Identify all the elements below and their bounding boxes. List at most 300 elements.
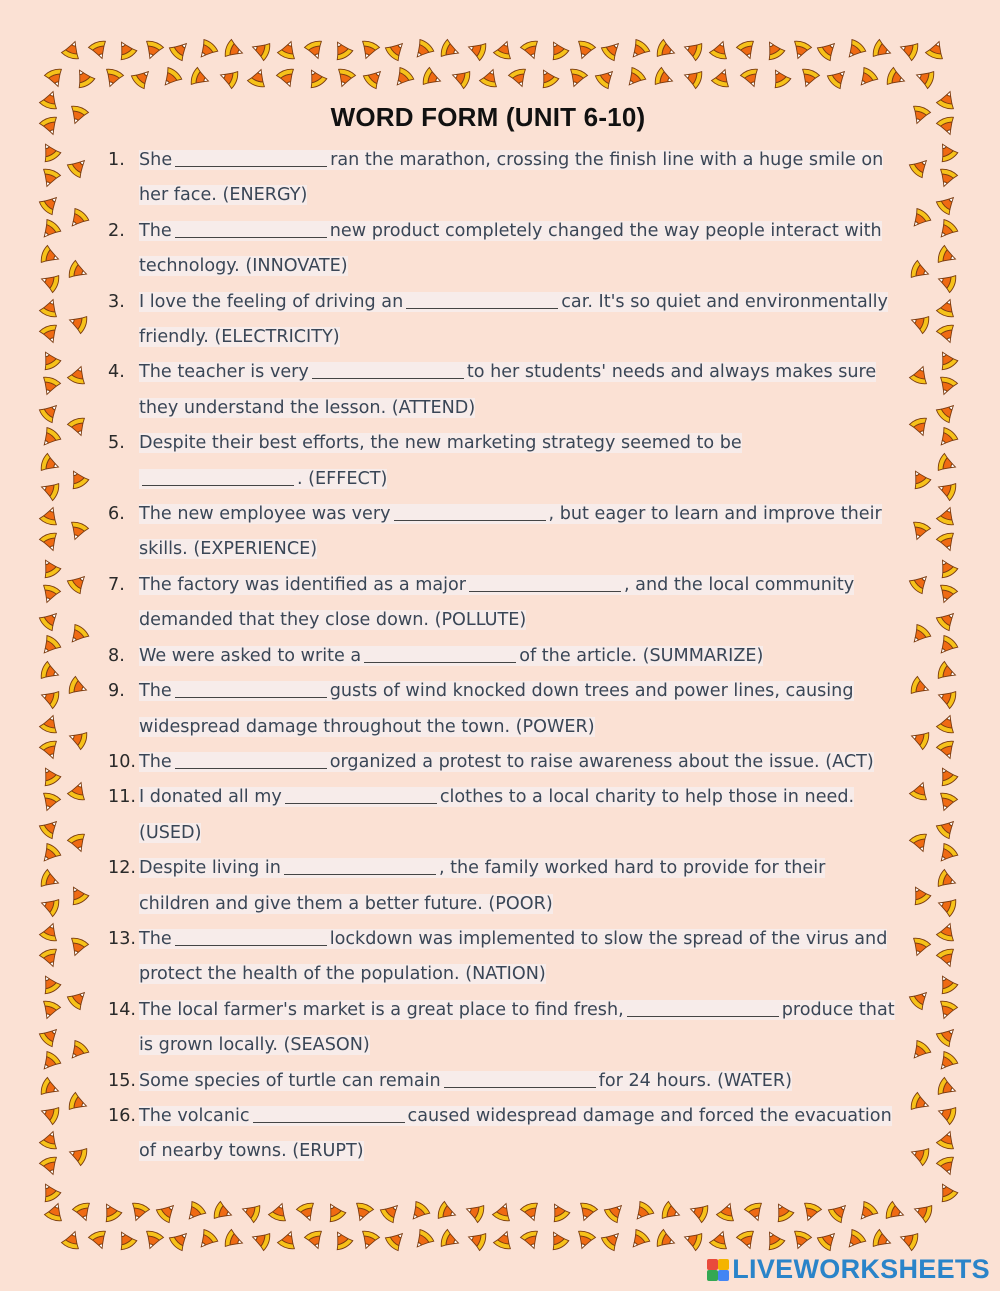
candy-corn-icon — [827, 1199, 852, 1224]
candy-corn-icon — [37, 1050, 62, 1075]
candy-corn-icon — [217, 66, 239, 89]
question-text-after: caused widespread damage and forced the evacuation of nearby towns. (ERUPT) — [139, 1105, 892, 1162]
candy-corn-icon — [223, 39, 245, 62]
candy-corn-icon — [357, 39, 380, 61]
candy-corn-icon — [936, 661, 958, 684]
candy-corn-icon — [935, 191, 960, 216]
question-text — [139, 858, 825, 913]
answer-blank[interactable] — [142, 465, 294, 486]
candy-corn-icon — [436, 1201, 458, 1224]
candy-corn-icon — [573, 1229, 596, 1251]
answer-blank[interactable] — [444, 1067, 596, 1088]
question-item — [108, 1064, 898, 1099]
question-text-after: for 24 hours. (WATER) — [598, 1070, 792, 1091]
candy-corn-icon — [936, 739, 959, 761]
question-item — [108, 426, 898, 497]
candy-corn-icon — [626, 1228, 651, 1253]
candy-corn-icon — [622, 66, 647, 91]
candy-corn-icon — [934, 1050, 959, 1075]
candy-corn-icon — [740, 67, 763, 89]
question-text-before: The new employee was very — [139, 504, 391, 525]
candy-corn-icon — [935, 478, 957, 501]
candy-corn-icon — [936, 1155, 959, 1177]
candy-corn-icon — [909, 363, 932, 385]
logo-text: LIVEWORKSHEETS — [732, 1254, 990, 1284]
candy-corn-icon — [493, 38, 516, 60]
candy-corn-icon — [935, 556, 959, 580]
candy-corn-icon — [465, 1228, 487, 1251]
liveworksheets-logo — [707, 1254, 990, 1285]
candy-corn-icon — [249, 38, 271, 61]
candy-corn-icon — [935, 972, 959, 996]
question-number: 16. — [108, 1105, 136, 1126]
candy-corn-icon — [716, 1200, 739, 1222]
candy-corn-icon — [908, 570, 933, 595]
candy-corn-icon — [114, 1228, 138, 1252]
candy-corn-icon — [762, 38, 786, 62]
candy-corn-icon — [66, 727, 88, 750]
question-item — [108, 143, 898, 214]
question-text — [139, 150, 883, 205]
candy-corn-icon — [88, 1229, 111, 1251]
candy-corn-icon — [39, 1077, 61, 1100]
candy-corn-icon — [61, 1228, 84, 1250]
candy-corn-icon — [277, 38, 300, 60]
question-text-before: She — [139, 150, 173, 170]
candy-corn-icon — [909, 832, 932, 854]
candy-corn-icon — [39, 947, 62, 969]
question-text-before: The — [139, 928, 172, 949]
candy-corn-icon — [351, 1201, 374, 1223]
candy-corn-icon — [626, 38, 651, 63]
question-text-after: . (EFFECT) — [297, 468, 388, 489]
candy-corn-icon — [39, 323, 62, 345]
candy-corn-icon — [439, 39, 461, 62]
question-text-after: of the article. (SUMMARIZE) — [519, 645, 764, 666]
candy-corn-icon — [38, 791, 61, 813]
candy-corn-icon — [897, 1228, 919, 1251]
question-number: 1. — [108, 150, 125, 170]
question-text — [139, 575, 854, 630]
candy-corn-icon — [247, 66, 270, 88]
candy-corn-icon — [168, 1227, 193, 1252]
question-text-before: The local farmer's market is a great place to find fresh, — [139, 999, 624, 1020]
candy-corn-icon — [736, 1229, 759, 1251]
candy-corn-icon — [842, 1228, 867, 1253]
candy-corn-icon — [935, 1102, 957, 1125]
candy-corn-icon — [99, 1200, 123, 1224]
candy-corn-icon — [38, 556, 62, 580]
answer-blank[interactable] — [175, 677, 327, 698]
candy-corn-icon — [66, 883, 90, 907]
candy-corn-icon — [897, 38, 919, 61]
candy-corn-icon — [39, 1128, 62, 1150]
candy-corn-icon — [493, 1228, 516, 1250]
candy-corn-icon — [127, 1201, 150, 1223]
candy-corn-icon — [39, 504, 62, 526]
candy-corn-icon — [871, 39, 893, 62]
candy-corn-icon — [736, 39, 759, 61]
candy-corn-icon — [212, 1201, 234, 1224]
candy-corn-icon — [771, 1200, 795, 1224]
candy-corn-icon — [333, 67, 356, 89]
question-number: 8. — [108, 645, 125, 666]
question-number: 14. — [108, 999, 136, 1020]
candy-corn-icon — [909, 779, 932, 801]
answer-blank[interactable] — [364, 642, 516, 663]
candy-corn-icon — [935, 399, 960, 424]
candy-corn-icon — [37, 218, 62, 243]
candy-corn-icon — [357, 1229, 380, 1251]
candy-corn-icon — [935, 686, 957, 709]
question-item — [108, 1099, 898, 1170]
candy-corn-icon — [936, 504, 959, 526]
candy-corn-icon — [936, 712, 959, 734]
logo-mark-icon — [707, 1259, 729, 1281]
candy-corn-icon — [65, 623, 90, 648]
candy-corn-icon — [907, 1039, 932, 1064]
question-text-before: The — [139, 681, 172, 702]
candy-corn-icon — [39, 739, 62, 761]
candy-corn-icon — [66, 570, 91, 595]
candy-corn-icon — [38, 270, 60, 293]
candy-corn-icon — [842, 38, 867, 63]
question-text-after: , but eager to learn and improve their skills. (EXPERIENCE) — [139, 504, 882, 560]
question-text-before: Despite their best efforts, the new marketing strategy seemed to be — [139, 433, 742, 454]
candy-corn-icon — [304, 1229, 327, 1251]
candy-corn-icon — [936, 1128, 959, 1150]
question-item — [108, 639, 898, 674]
candy-corn-icon — [38, 972, 62, 996]
candy-corn-icon — [935, 607, 960, 632]
candy-corn-icon — [463, 1200, 485, 1223]
candy-corn-icon — [410, 38, 435, 63]
candy-corn-icon — [911, 1200, 933, 1223]
candy-corn-icon — [547, 1200, 571, 1224]
candy-corn-icon — [66, 520, 89, 542]
answer-blank[interactable] — [285, 783, 437, 804]
question-number: 5. — [108, 433, 125, 454]
answer-blank[interactable] — [469, 571, 621, 592]
question-text-before: We were asked to write a — [139, 645, 362, 666]
question-text — [139, 292, 888, 347]
candy-corn-icon — [925, 38, 948, 60]
candy-corn-icon — [909, 1092, 931, 1115]
candy-corn-icon — [908, 1143, 930, 1166]
candy-corn-icon — [249, 1228, 271, 1251]
candy-corn-icon — [854, 66, 879, 91]
answer-blank[interactable] — [175, 217, 327, 238]
candy-corn-icon — [909, 416, 932, 438]
candy-corn-icon — [789, 39, 812, 61]
candy-corn-icon — [38, 894, 60, 917]
question-text-before: The factory was identified as a major — [139, 574, 466, 595]
question-text-after: new product completely changed the way people interact with technology. (INNOVATE) — [139, 220, 882, 277]
answer-blank[interactable] — [175, 925, 327, 946]
candy-corn-icon — [909, 260, 931, 283]
candy-corn-icon — [935, 815, 960, 840]
candy-corn-icon — [908, 883, 932, 907]
question-text-after: lockdown was implemented to slow the spread of the virus and protect the health of the population. (NATION) — [139, 928, 888, 985]
candy-corn-icon — [660, 1201, 682, 1224]
question-text-before: I donated all my — [139, 787, 282, 808]
question-text — [139, 787, 854, 842]
candy-corn-icon — [72, 1201, 95, 1223]
candy-corn-icon — [38, 348, 62, 372]
question-text-after: , the family worked hard to provide for their children and give them a better future. (POOR) — [139, 858, 826, 914]
answer-blank[interactable] — [175, 146, 327, 167]
answer-blank[interactable] — [627, 996, 779, 1017]
candy-corn-icon — [37, 426, 62, 451]
candy-corn-icon — [653, 67, 675, 90]
candy-corn-icon — [816, 37, 841, 62]
candy-corn-icon — [935, 1180, 959, 1204]
candy-corn-icon — [935, 348, 959, 372]
question-number: 6. — [108, 504, 125, 525]
candy-corn-icon — [884, 1201, 906, 1224]
candy-corn-icon — [573, 39, 596, 61]
candy-corn-icon — [854, 1200, 879, 1225]
answer-blank[interactable] — [284, 854, 436, 875]
candy-corn-icon — [39, 869, 61, 892]
candy-corn-icon — [38, 583, 61, 605]
question-text-after: clothes to a local charity to help those in need. (USED) — [139, 787, 855, 843]
candy-corn-icon — [655, 1229, 677, 1252]
candy-corn-icon — [935, 140, 959, 164]
candy-corn-icon — [38, 399, 63, 424]
candy-corn-icon — [44, 67, 67, 89]
candy-corn-icon — [323, 1200, 347, 1224]
candy-corn-icon — [39, 245, 61, 268]
candy-corn-icon — [655, 39, 677, 62]
candy-corn-icon — [936, 453, 958, 476]
question-text-after: ran the marathon, crossing the finish line with a huge smile on her face. (ENERGY) — [139, 150, 884, 206]
candy-corn-icon — [67, 363, 90, 385]
question-item — [108, 214, 898, 285]
candy-corn-icon — [603, 1199, 628, 1224]
candy-corn-icon — [935, 583, 958, 605]
candy-corn-icon — [65, 207, 90, 232]
candy-corn-icon — [276, 67, 299, 89]
candy-corn-icon — [38, 191, 63, 216]
candy-corn-icon — [816, 1227, 841, 1252]
candy-corn-icon — [304, 66, 328, 90]
candy-corn-icon — [38, 999, 61, 1021]
candy-corn-icon — [935, 999, 958, 1021]
question-number: 2. — [108, 220, 125, 241]
candy-corn-icon — [39, 531, 62, 553]
candy-corn-icon — [268, 1200, 291, 1222]
candy-corn-icon — [908, 936, 931, 958]
candy-corn-icon — [936, 531, 959, 553]
candy-corn-icon — [681, 1228, 703, 1251]
candy-corn-icon — [744, 1201, 767, 1223]
question-text-after: , and the local community demanded that they close down. (POLLUTE) — [139, 574, 855, 631]
answer-blank[interactable] — [175, 748, 327, 769]
candy-corn-icon — [594, 65, 619, 90]
candy-corn-icon — [38, 1102, 60, 1125]
question-text-after: to her students' needs and always makes sure they understand the lesson. (ATTEND) — [139, 362, 877, 418]
question-number: 12. — [108, 858, 136, 879]
candy-corn-icon — [141, 39, 164, 61]
question-number: 3. — [108, 291, 125, 312]
candy-corn-icon — [39, 296, 62, 318]
answer-blank[interactable] — [253, 1102, 405, 1123]
candy-corn-icon — [182, 1200, 207, 1225]
candy-corn-icon — [384, 37, 409, 62]
candy-corn-icon — [907, 623, 932, 648]
candy-corn-icon — [936, 920, 959, 942]
question-number: 13. — [108, 928, 136, 949]
candy-corn-icon — [66, 154, 91, 179]
candy-corn-icon — [935, 167, 958, 189]
candy-corn-icon — [907, 207, 932, 232]
candy-corn-icon — [38, 478, 60, 501]
candy-corn-icon — [330, 1228, 354, 1252]
question-text-before: Despite living in — [139, 858, 281, 879]
candy-corn-icon — [38, 375, 61, 397]
candy-corn-icon — [66, 936, 89, 958]
candy-corn-icon — [449, 66, 471, 89]
candy-corn-icon — [66, 311, 88, 334]
question-text — [139, 752, 874, 772]
candy-corn-icon — [39, 920, 62, 942]
candy-corn-icon — [141, 1229, 164, 1251]
question-list — [108, 143, 898, 1170]
candy-corn-icon — [362, 65, 387, 90]
candy-corn-icon — [871, 1229, 893, 1252]
candy-corn-icon — [194, 38, 219, 63]
question-text-before: I love the feeling of driving an — [139, 291, 404, 312]
candy-corn-icon — [39, 661, 61, 684]
candy-corn-icon — [390, 66, 415, 91]
question-item — [108, 780, 898, 851]
candy-corn-icon — [66, 986, 91, 1011]
candy-corn-icon — [934, 218, 959, 243]
candy-corn-icon — [935, 894, 957, 917]
candy-corn-icon — [61, 38, 84, 60]
candy-corn-icon — [935, 791, 958, 813]
candy-corn-icon — [439, 1229, 461, 1252]
candy-corn-icon — [239, 1200, 261, 1223]
candy-corn-icon — [575, 1201, 598, 1223]
candy-corn-icon — [789, 1229, 812, 1251]
candy-corn-icon — [936, 296, 959, 318]
candy-corn-icon — [39, 453, 61, 476]
candy-corn-icon — [936, 323, 959, 345]
candy-corn-icon — [565, 67, 588, 89]
candy-corn-icon — [155, 1199, 180, 1224]
candy-corn-icon — [384, 1227, 409, 1252]
question-text — [139, 221, 882, 276]
candy-corn-icon — [72, 66, 96, 90]
page-title: WORD FORM (UNIT 6-10) — [330, 102, 646, 132]
answer-blank[interactable] — [406, 288, 558, 309]
candy-corn-icon — [936, 947, 959, 969]
candy-corn-icon — [65, 1039, 90, 1064]
candy-corn-icon — [908, 154, 933, 179]
question-number: 9. — [108, 681, 125, 702]
candy-corn-icon — [492, 1200, 515, 1222]
question-item — [108, 674, 898, 745]
candy-corn-icon — [277, 1228, 300, 1250]
candy-corn-icon — [330, 38, 354, 62]
candy-corn-icon — [797, 67, 820, 89]
candy-corn-icon — [681, 38, 703, 61]
candy-corn-icon — [38, 686, 60, 709]
candy-corn-icon — [38, 1180, 62, 1204]
candy-corn-icon — [44, 1200, 67, 1222]
candy-corn-icon — [67, 779, 90, 801]
candy-corn-icon — [913, 66, 935, 89]
question-number: 11. — [108, 787, 136, 808]
candy-corn-icon — [296, 1201, 319, 1223]
candy-corn-icon — [508, 67, 531, 89]
candy-corn-icon — [38, 1023, 63, 1048]
candy-corn-icon — [934, 426, 959, 451]
candy-corn-icon — [546, 38, 570, 62]
question-item — [108, 497, 898, 568]
candy-corn-icon — [520, 1201, 543, 1223]
candy-corn-icon — [66, 1143, 88, 1166]
question-text — [139, 681, 854, 736]
candy-corn-icon — [38, 815, 63, 840]
candy-corn-icon — [768, 66, 792, 90]
candy-corn-icon — [546, 1228, 570, 1252]
candy-corn-icon — [67, 1092, 89, 1115]
question-number: 15. — [108, 1070, 136, 1091]
answer-blank[interactable] — [394, 500, 546, 521]
candy-corn-icon — [67, 260, 89, 283]
question-text — [139, 1071, 792, 1091]
candy-corn-icon — [936, 869, 958, 892]
question-text-before: The teacher is very — [139, 362, 309, 383]
candy-corn-icon — [479, 66, 502, 88]
candy-corn-icon — [936, 1077, 958, 1100]
candy-corn-icon — [38, 140, 62, 164]
candy-corn-icon — [37, 634, 62, 659]
candy-corn-icon — [130, 65, 155, 90]
candy-corn-icon — [223, 1229, 245, 1252]
candy-corn-icon — [379, 1199, 404, 1224]
question-text-after: gusts of wind knocked down trees and power lines, causing widespread damage throughout the town. (POWER) — [139, 681, 854, 737]
candy-corn-icon — [88, 39, 111, 61]
question-text-before: Some species of turtle can remain — [139, 1070, 441, 1091]
question-text — [139, 1106, 892, 1161]
candy-corn-icon — [101, 67, 124, 89]
candy-corn-icon — [885, 67, 907, 90]
answer-blank[interactable] — [312, 358, 464, 379]
candy-corn-icon — [421, 67, 443, 90]
candy-corn-icon — [38, 764, 62, 788]
question-text — [139, 362, 876, 417]
question-item — [108, 285, 898, 356]
candy-corn-icon — [39, 1155, 62, 1177]
candy-corn-icon — [158, 66, 183, 91]
candy-corn-icon — [520, 1229, 543, 1251]
question-item — [108, 993, 898, 1064]
question-text — [139, 504, 882, 559]
question-number: 10. — [108, 751, 136, 772]
question-number: 4. — [108, 362, 125, 383]
candy-corn-icon — [799, 1201, 822, 1223]
candy-corn-icon — [304, 39, 327, 61]
candy-corn-icon — [935, 764, 959, 788]
candy-corn-icon — [520, 39, 543, 61]
question-text-before: The volcanic — [139, 1105, 250, 1126]
candy-corn-icon — [935, 1023, 960, 1048]
candy-corn-icon — [38, 167, 61, 189]
